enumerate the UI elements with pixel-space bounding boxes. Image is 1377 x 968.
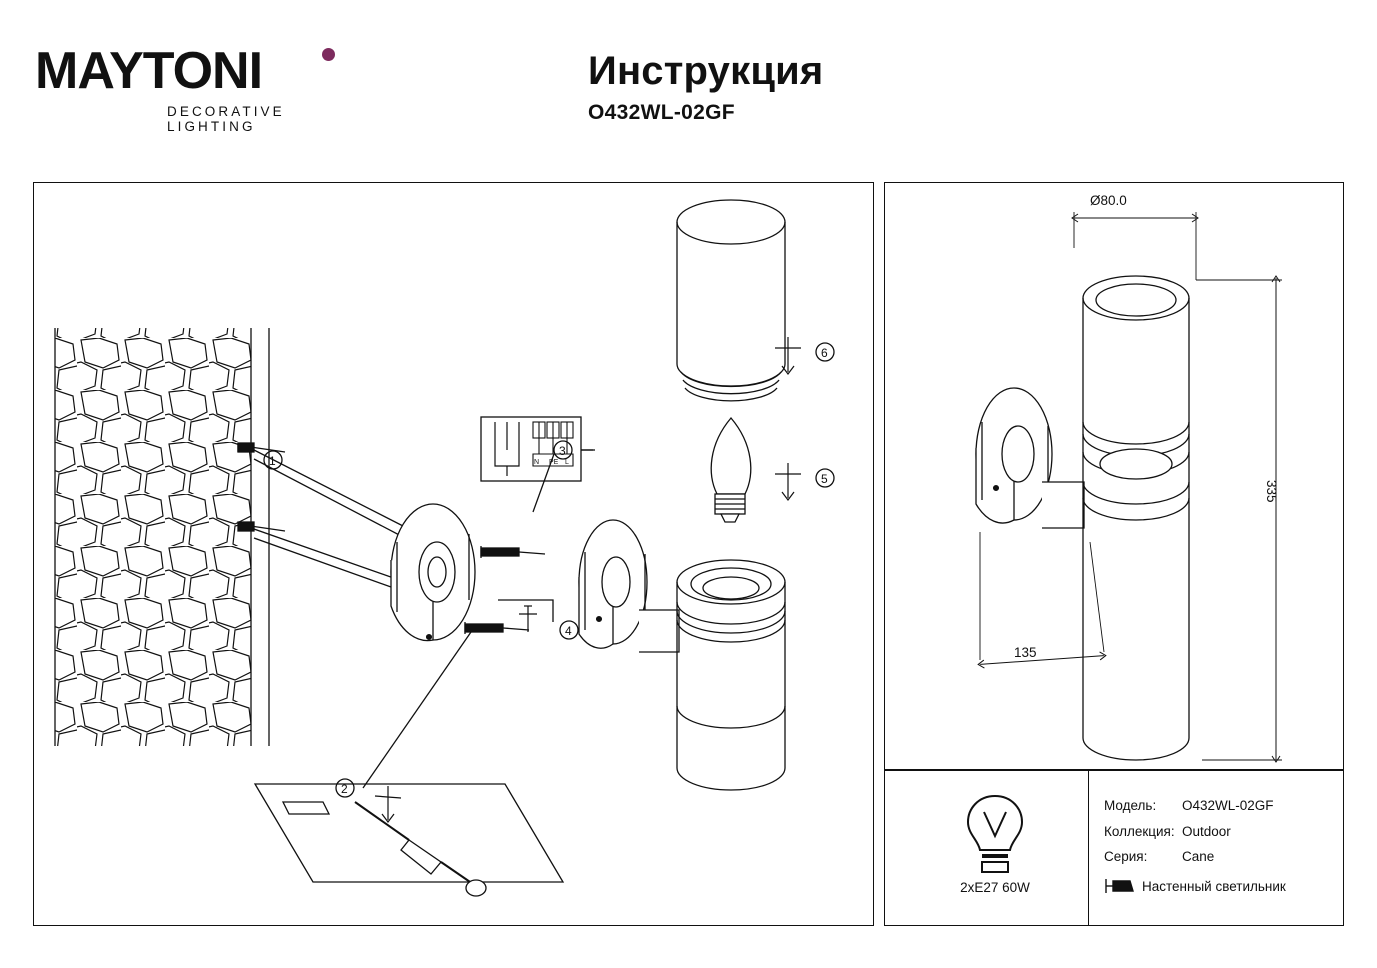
svg-text:L: L <box>565 459 569 466</box>
spec-value: Outdoor <box>1182 823 1231 839</box>
spec-row <box>1104 793 1344 819</box>
lamp-spec-block <box>930 790 1060 895</box>
fixture-type-label: Настенный светильник <box>1142 878 1286 894</box>
lamp-caption: 2xE27 60W <box>960 880 1030 895</box>
logo-tagline: DECORATIVE LIGHTING <box>167 104 285 134</box>
spec-value: O432WL-02GF <box>1182 798 1274 813</box>
dimension-depth: 135 <box>1014 645 1037 660</box>
page-title: Инструкция <box>588 49 824 93</box>
svg-text:N: N <box>534 459 540 466</box>
fixture-type-row <box>1104 874 1344 900</box>
model-code: O432WL-02GF <box>588 101 735 124</box>
dimensions-drawing <box>884 182 1344 770</box>
wall-lamp-icon <box>1104 877 1134 895</box>
spec-row <box>1104 819 1344 845</box>
product-specs <box>1104 793 1344 899</box>
svg-text:PE: PE <box>549 459 559 466</box>
logo-wordmark: MAYTONI <box>35 42 263 100</box>
svg-text:2: 2 <box>341 782 348 796</box>
logo-dot-icon <box>322 48 335 61</box>
svg-text:4: 4 <box>565 624 572 638</box>
spec-row <box>1104 844 1344 870</box>
bulb-icon <box>960 790 1030 876</box>
spec-key: Модель: <box>1104 798 1157 813</box>
svg-text:6: 6 <box>821 346 828 360</box>
maytoni-logo <box>35 44 335 134</box>
svg-text:5: 5 <box>821 472 828 486</box>
info-divider <box>1088 770 1089 926</box>
spec-key: Серия: <box>1104 849 1148 864</box>
dimension-height: 335 <box>1264 480 1279 503</box>
svg-text:1: 1 <box>269 454 276 468</box>
svg-text:3: 3 <box>559 444 566 458</box>
spec-value: Cane <box>1182 849 1215 864</box>
title-block <box>588 48 823 125</box>
page-header <box>0 0 1377 180</box>
spec-key: Коллекция: <box>1104 823 1175 839</box>
dimension-diameter: Ø80.0 <box>1090 193 1127 208</box>
assembly-diagram <box>33 182 874 926</box>
